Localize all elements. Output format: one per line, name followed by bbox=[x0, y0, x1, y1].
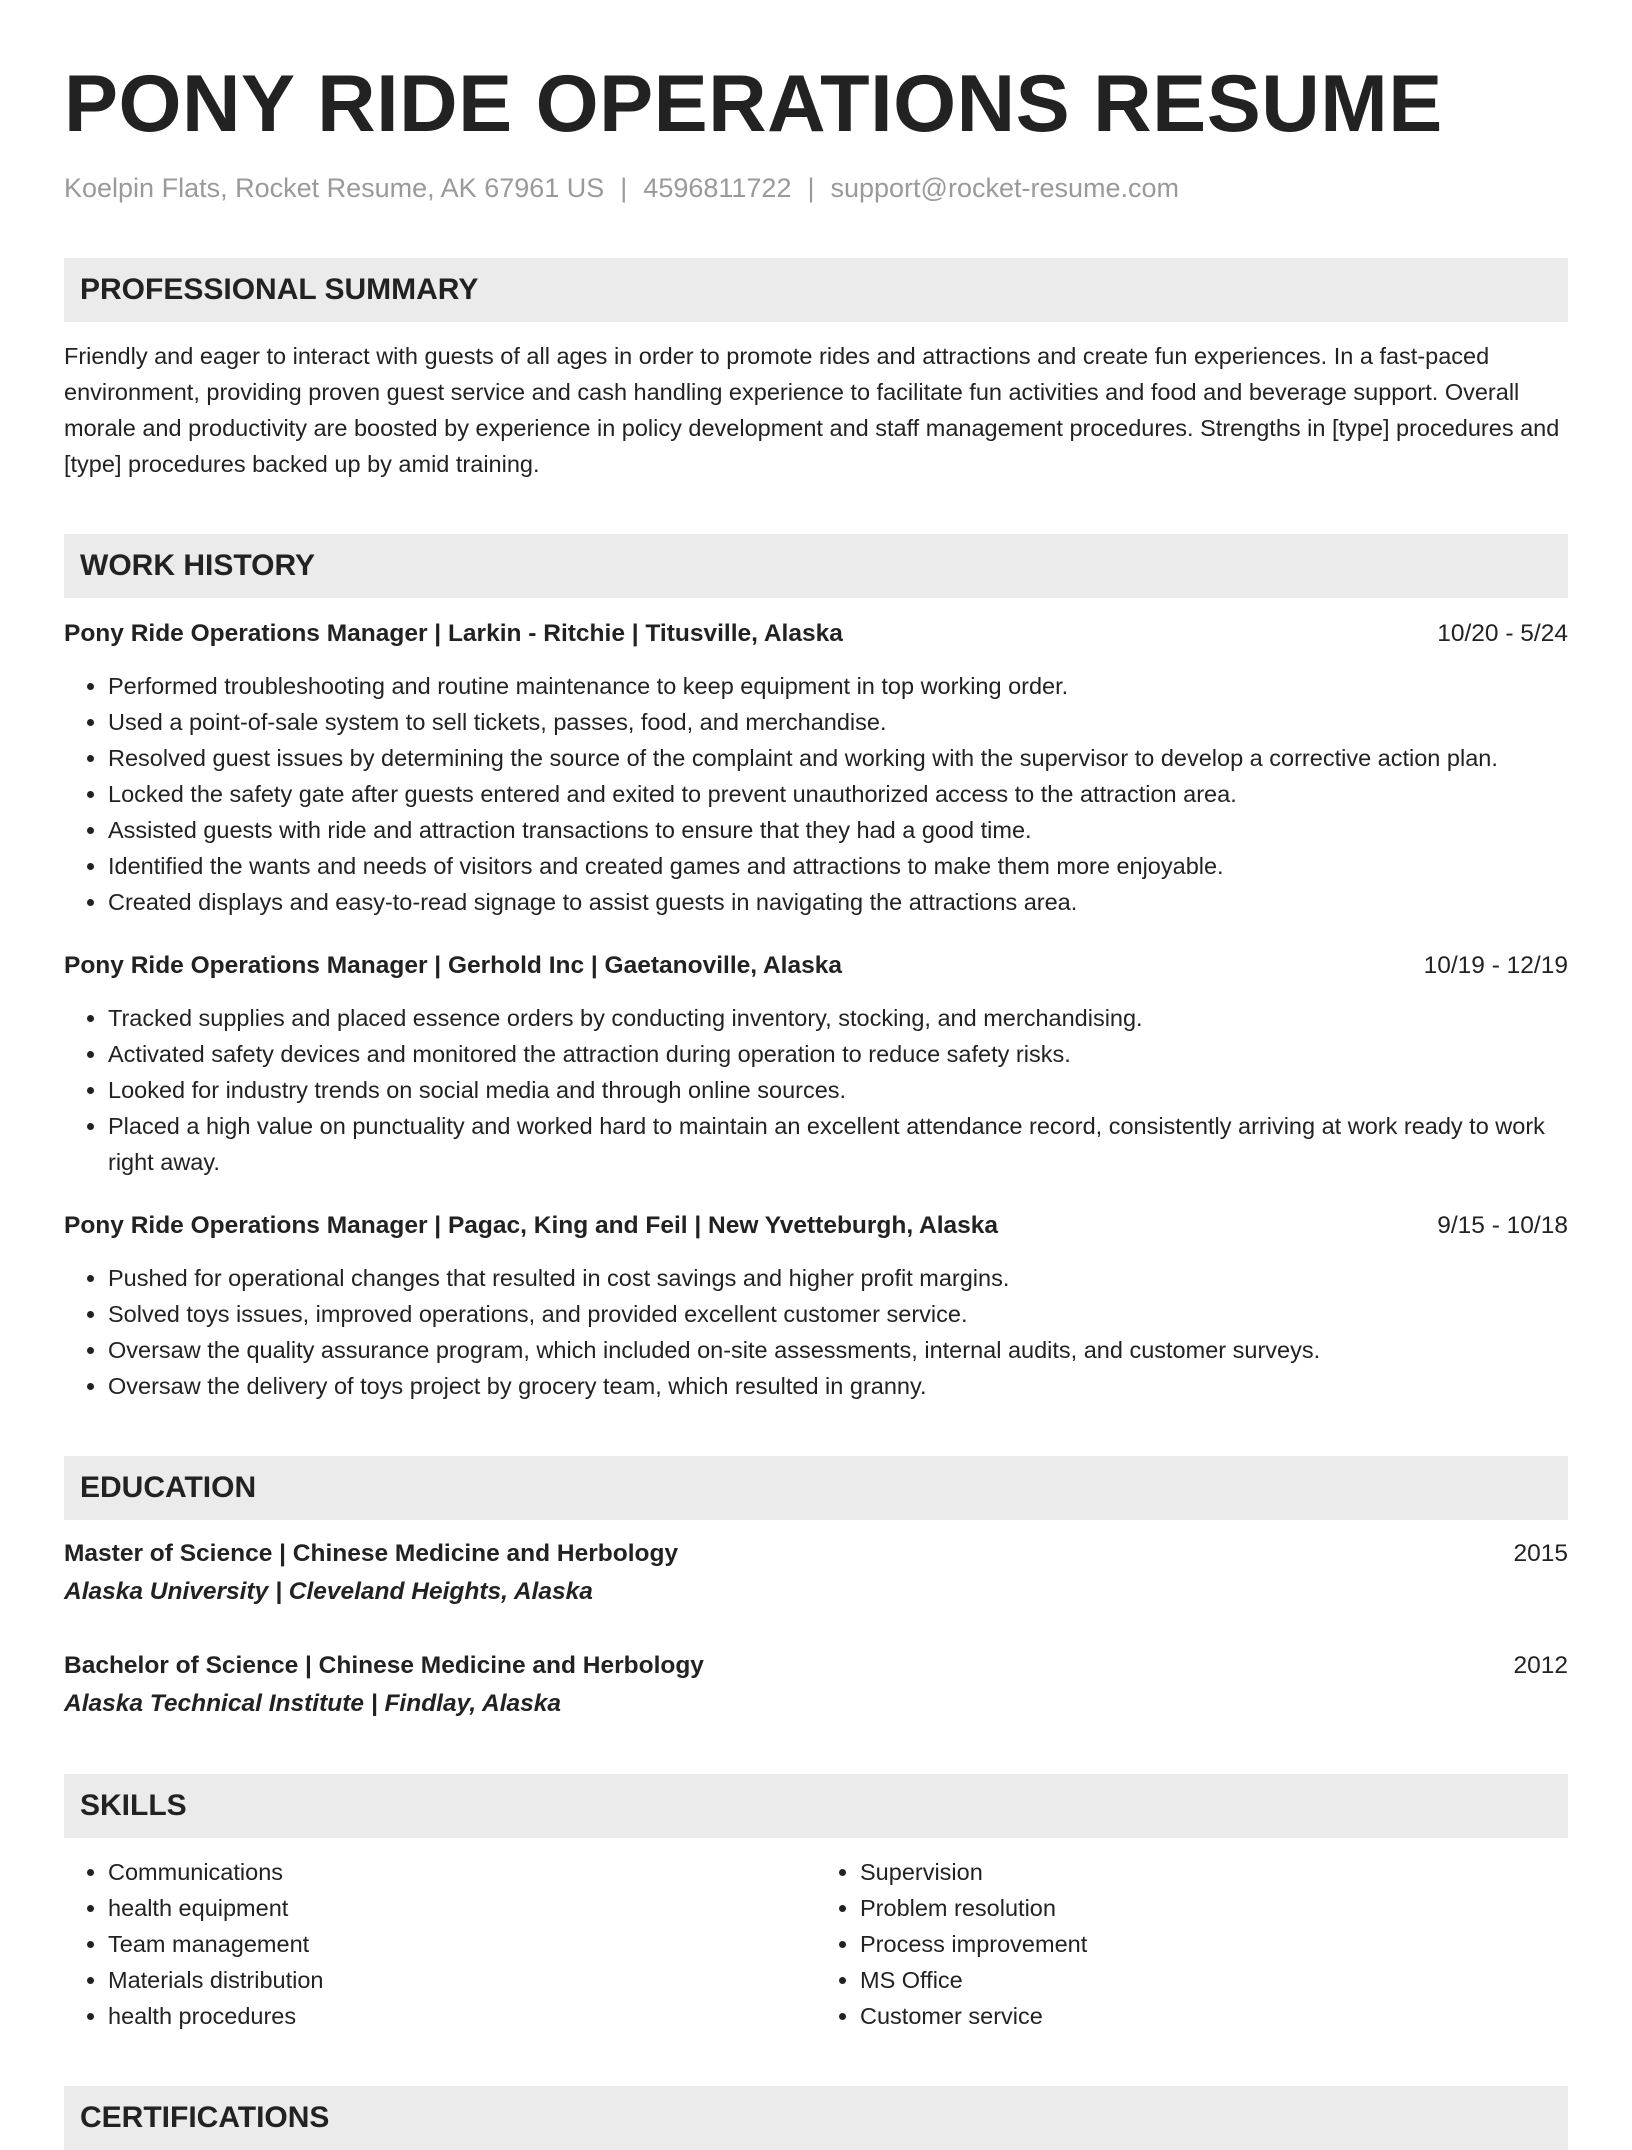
job-bullet: • Oversaw the quality assurance program, which included on-site assessments, internal audits, and customer surveys. bbox=[108, 1332, 1568, 1368]
job-date: 10/20 - 5/24 bbox=[1437, 620, 1568, 647]
section-header-certifications: CERTIFICATIONS bbox=[64, 2086, 1568, 2150]
section-header-summary: PROFESSIONAL SUMMARY bbox=[64, 258, 1568, 322]
job-bullet: • Oversaw the delivery of toys project by grocery team, which resulted in granny. bbox=[108, 1368, 1568, 1404]
section-header-education: EDUCATION bbox=[64, 1456, 1568, 1520]
skill-item: • Team management bbox=[108, 1926, 816, 1962]
job-entry bbox=[64, 948, 1568, 1180]
contact-separator: | bbox=[620, 173, 628, 203]
phone-text: 4596811722 bbox=[643, 173, 792, 203]
education-school: Alaska University | Cleveland Heights, Alaska bbox=[64, 1578, 593, 1605]
section-header-skills: SKILLS bbox=[64, 1774, 1568, 1838]
education-degree: Master of Science | Chinese Medicine and Herbology bbox=[64, 1540, 679, 1567]
skill-item: • MS Office bbox=[860, 1962, 1568, 1998]
job-bullet: • Solved toys issues, improved operations, and provided excellent customer service. bbox=[108, 1296, 1568, 1332]
job-header bbox=[64, 1208, 1568, 1244]
summary-text: Friendly and eager to interact with guests of all ages in order to promote rides and attractions and create fun experiences. In a fast-paced environment, providing proven guest service and cash handling experience to facilitate fun activities and food and beverage support. Overall morale and productivity are boosted by experience in policy development and staff management procedures. Strengths in [type] procedures and [type] procedures backed up by amid training. bbox=[64, 343, 1560, 477]
skills-list-left bbox=[64, 1854, 816, 2034]
email-text: support@rocket-resume.com bbox=[830, 173, 1180, 203]
education-year: 2015 bbox=[1513, 1540, 1568, 1567]
job-bullet: • Pushed for operational changes that resulted in cost savings and higher profit margins. bbox=[108, 1260, 1568, 1296]
education-entry bbox=[64, 1536, 1568, 1610]
job-bullets bbox=[64, 1260, 1568, 1404]
job-bullet: • Activated safety devices and monitored the attraction during operation to reduce safety risks. bbox=[108, 1036, 1568, 1072]
job-bullets bbox=[64, 1000, 1568, 1180]
job-header bbox=[64, 948, 1568, 984]
skill-item: • Communications bbox=[108, 1854, 816, 1890]
job-title: Pony Ride Operations Manager | Gerhold Inc | Gaetanoville, Alaska bbox=[64, 952, 842, 979]
job-bullet: • Looked for industry trends on social media and through online sources. bbox=[108, 1072, 1568, 1108]
job-bullet: • Used a point-of-sale system to sell tickets, passes, food, and merchandise. bbox=[108, 704, 1568, 740]
skills-list-right bbox=[816, 1854, 1568, 2034]
education-header bbox=[64, 1648, 1568, 1684]
education-header bbox=[64, 1536, 1568, 1572]
job-title: Pony Ride Operations Manager | Larkin - Ritchie | Titusville, Alaska bbox=[64, 620, 843, 647]
job-bullet: • Identified the wants and needs of visitors and created games and attractions to make them more enjoyable. bbox=[108, 848, 1568, 884]
job-bullet: • Performed troubleshooting and routine maintenance to keep equipment in top working order. bbox=[108, 668, 1568, 704]
skill-item: • Process improvement bbox=[860, 1926, 1568, 1962]
job-entry bbox=[64, 1208, 1568, 1404]
education-school: Alaska Technical Institute | Findlay, Alaska bbox=[64, 1690, 562, 1717]
address-text: Koelpin Flats, Rocket Resume, AK 67961 US bbox=[64, 173, 605, 203]
job-bullet: • Resolved guest issues by determining the source of the complaint and working with the supervisor to develop a corrective action plan. bbox=[108, 740, 1568, 776]
skill-item: • Problem resolution bbox=[860, 1890, 1568, 1926]
resume-title: PONY RIDE OPERATIONS RESUME bbox=[64, 59, 1443, 149]
job-bullet: • Tracked supplies and placed essence orders by conducting inventory, stocking, and merchandising. bbox=[108, 1000, 1568, 1036]
skill-item: • Materials distribution bbox=[108, 1962, 816, 1998]
contact-separator: | bbox=[807, 173, 815, 203]
job-date: 9/15 - 10/18 bbox=[1437, 1212, 1568, 1239]
section-header-work-history: WORK HISTORY bbox=[64, 534, 1568, 598]
skill-item: • health equipment bbox=[108, 1890, 816, 1926]
job-bullet: • Assisted guests with ride and attraction transactions to ensure that they had a good time. bbox=[108, 812, 1568, 848]
skills-columns bbox=[64, 1854, 1568, 2034]
job-header bbox=[64, 616, 1568, 652]
job-date: 10/19 - 12/19 bbox=[1423, 952, 1568, 979]
education-year: 2012 bbox=[1513, 1652, 1568, 1679]
contact-line bbox=[64, 170, 1568, 206]
education-degree: Bachelor of Science | Chinese Medicine and Herbology bbox=[64, 1652, 704, 1679]
skill-item: • Customer service bbox=[860, 1998, 1568, 2034]
education-entry bbox=[64, 1648, 1568, 1722]
job-bullet: • Placed a high value on punctuality and worked hard to maintain an excellent attendance record, consistently arriving at work ready to work right away. bbox=[108, 1108, 1568, 1180]
job-bullets bbox=[64, 668, 1568, 920]
job-bullet: • Locked the safety gate after guests entered and exited to prevent unauthorized access to the attraction area. bbox=[108, 776, 1568, 812]
job-bullet: • Created displays and easy-to-read signage to assist guests in navigating the attractions area. bbox=[108, 884, 1568, 920]
skill-item: • health procedures bbox=[108, 1998, 816, 2034]
job-title: Pony Ride Operations Manager | Pagac, King and Feil | New Yvetteburgh, Alaska bbox=[64, 1212, 999, 1239]
skill-item: • Supervision bbox=[860, 1854, 1568, 1890]
job-entry bbox=[64, 616, 1568, 920]
